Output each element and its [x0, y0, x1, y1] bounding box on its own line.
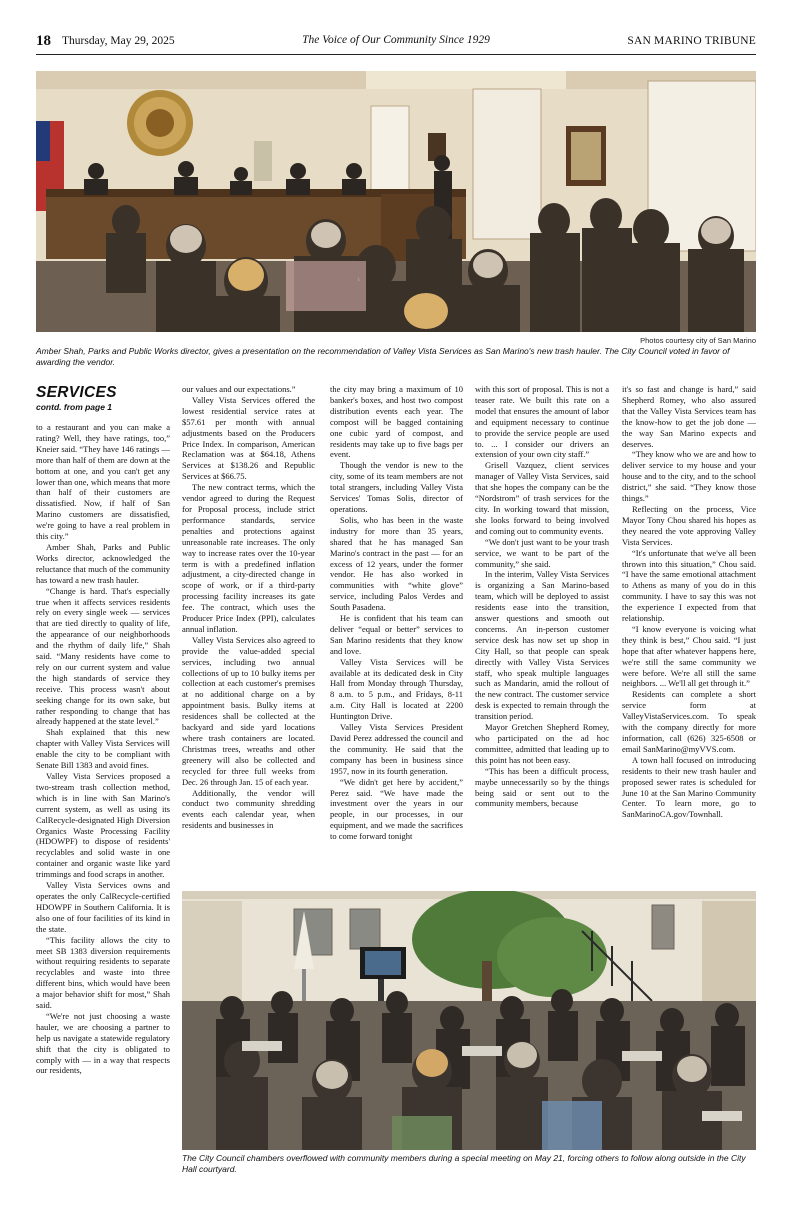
- continued-from: contd. from page 1: [36, 402, 113, 412]
- photo-credit: Photos courtesy city of San Marino: [640, 336, 756, 345]
- issue-date: Thursday, May 29, 2025: [62, 35, 175, 47]
- city-seal: [127, 90, 193, 156]
- header-rule: [36, 54, 756, 55]
- article-column-5: it's so fast and change is hard,” said Shepherd Romey, who also assured that the Valley Vista Services team has the know-how to get the job done — the way San Marino expects and deserves. “They know who we are and how to deliver service to my house and your house and to the city, and to the school district,” she said. “They know those things.” Reflecting on the process, Vice Mayor Tony Chou shared his hopes as they neared the vote approving Valley Vista Services. “It's unfortunate that we've all been thrown into this situation,” Chou said. “I have the same emotional attachment to Athens as many of you do in this community. I have to say this was not the experience I expected from that relationship. “I know everyone is voicing what they think is best,” Chou said. “I just hope that after whatever happens here, we're still the same community we were before. We're all still the same neighbors. ... We'll all get through it.” Residents can complete a short service form at ValleyVistaServices.com. To speak with the company directly for more information, call (626) 325-6508 or email SanMarino@myVVS.com. A town hall focused on introducing residents to their new trash hauler and proposed sewer rates is scheduled for June 10 at the San Marino Community Center. To learn more, go to SanMarinoCA.gov/Townhall.: [622, 384, 756, 820]
- article-kicker: SERVICES: [36, 384, 117, 401]
- article-column-3: the city may bring a maximum of 10 banker's boxes, and host two compost distribution events each year. The compost will be bagged containing one cubic yard of compost, and residents may take up to five bags per event. Though the vendor is new to the city, some of its team members are not total strangers, including Valley Vista Services' Tomas Solis, director of operations. Solis, who has been in the waste industry for more than 35 years, shared that he has managed San Marino's contract in the past — for an excess of 12 years, under the former vendor. He has also worked in communities with “white glove” service, including Palos Verdes and South Pasadena. He is confident that his team can deliver “equal or better” services to San Marino residents that they know and love. Valley Vista Services will be available at its dedicated desk in City Hall from Monday through Thursday, 8 a.m. to 5 p.m., and Fridays, 8-11 a.m. City Hall is located at 2200 Huntington Drive. Valley Vista Services President David Perez addressed the council and the community. He said that the company has been in business since 1957, now in its fourth generation. “We didn't get here by accident,” Perez said. “We have made the investment over the years in our people, in our processes, in our equipment, and we made the sacrifices to come forward tonight: [330, 384, 463, 842]
- bottom-photo-caption: The City Council chambers overflowed with community members during a special meeting on May 21, forcing others to follow along outside in the City Hall courtyard.: [182, 1153, 746, 1174]
- paper-name: SAN MARINO TRIBUNE: [627, 35, 756, 47]
- article-column-4: with this sort of proposal. This is not a teaser rate. We built this rate on a model that ensures the amount of labor and equipment necessary to continue to provide the service people are used to. ... I consider our drivers an extension of your own city staff.” Grisell Vazquez, client services manager of Valley Vista Services, said that she hopes the company can be the “Nordstrom” of trash services for the city. In working toward that mission, she looks forward to being involved and coming out to community events. “We don't just want to be your trash service, we want to be part of the community,” she said. In the interim, Valley Vista Services is organizing a San Marino-based team, which will be deployed to assist residents ease into the transition, answer questions and smooth out concerns. An in-person customer service desk has now set up shop in City Hall, so that people can speak directly with Valley Vista Services staff, who speak multiple languages such as Mandarin, amid the rollout of the new contract. The customer service desk is expected to remain through the transition period. Mayor Gretchen Shepherd Romey, who participated on the ad hoc committee, admitted that leading up to this point has not been easy. “This has been a difficult process, maybe unnecessarily so by the things being said or sent out to the community members, because: [475, 384, 609, 809]
- article-column-2: our values and our expectations.” Valley Vista Services offered the lowest residential service rates at $57.61 per month with annual adjustments based on the Producers Price Index. In comparison, American Reclamation was at $64.18, Athens Services at $138.26 and Republic Services at $66.75. The new contract terms, which the vendor agreed to during the Request for Proposal process, include strict performance standards, service penalties and protections against unreasonable rate increases. The only way to increase rates over the 10-year term is with a predefined inflation adjustment, a city-directed change in scope of work, or if a third-party processing facility increases its gate fee. The contract, which uses the Producer Price Index (PPI), calculates annual inflation. Valley Vista Services also agreed to provide the value-added special services, including two annual collections of up to 10 bulky items per collection at each customer's premises at no additional charge on a by appointment basis. Bulky items at residences shall be collected at the backyard and side yard locations where trash containers are located. Christmas trees, wreaths and other greenery will also be collected and recycled for three full weeks from Dec. 26 through Jan. 15 of each year. Additionally, the vendor will conduct two community shredding events each calendar year, when residents and businesses in: [182, 384, 315, 831]
- council-chamber-photo: [36, 71, 756, 332]
- article-column-1: to a restaurant and you can make a rating? Well, they have ratings, too,” Kneier said. “They have 146 ratings — more than half of them are down at the bottom at one, and you can't get any lower than one, which means that more than half of their customers are dissatisfied. Now, if half of San Marino customers are dissatisfied, we're going to have a real problem in this city.” Amber Shah, Parks and Public Works director, acknowledged the reluctance that much of the community has toward a new trash hauler. “Change is hard. That's especially true when it affects services residents rely on every single week — services that are tied directly to quality of life, the appearance of our neighborhoods and the rhythm of daily life,” Shah said. “Many residents have come to rely on our current system and value the high standards of service they receive. This process wasn't about seeking change for its own sake, but rather responding to change that has already happened at the state level.” Shah explained that this new chapter with Valley Vista Services will enable the city to be compliant with Senate Bill 1383 and avoid fines. Valley Vista Services proposed a two-stream trash collection method, which is in line with San Marino's current system, as well as using its CalRecycle-designated High Diversion Organics Waste Processing Facility (HDOWPF) to dispose of residents' recyclables and solid waste in one container and organic waste like yard trimmings and food scraps in another. Valley Vista Services owns and operates the only CalRecycle-certified HDOWPF in Southern California. It is also one of four facilities of its kind in the state. “This facility allows the city to meet SB 1383 diversion requirements without requiring residents to separate recyclables and waste into three different bins, which would have been a major behavior shift for most,” Shah said. “We're not just choosing a waste hauler, we are choosing a partner to help us navigate a statewide regulatory shift that the city is obligated to comply with — in a way that respects our residents,: [36, 422, 170, 1076]
- page-number: 18: [36, 33, 51, 49]
- paper-motto: The Voice of Our Community Since 1929: [302, 34, 490, 46]
- top-photo-caption: Amber Shah, Parks and Public Works director, gives a presentation on the recommendation of Valley Vista Services as San Marino's new trash hauler. The City Council voted in favor of awarding the vendor.: [36, 346, 730, 367]
- page-header: [36, 33, 756, 53]
- courtyard-photo: [182, 891, 756, 1150]
